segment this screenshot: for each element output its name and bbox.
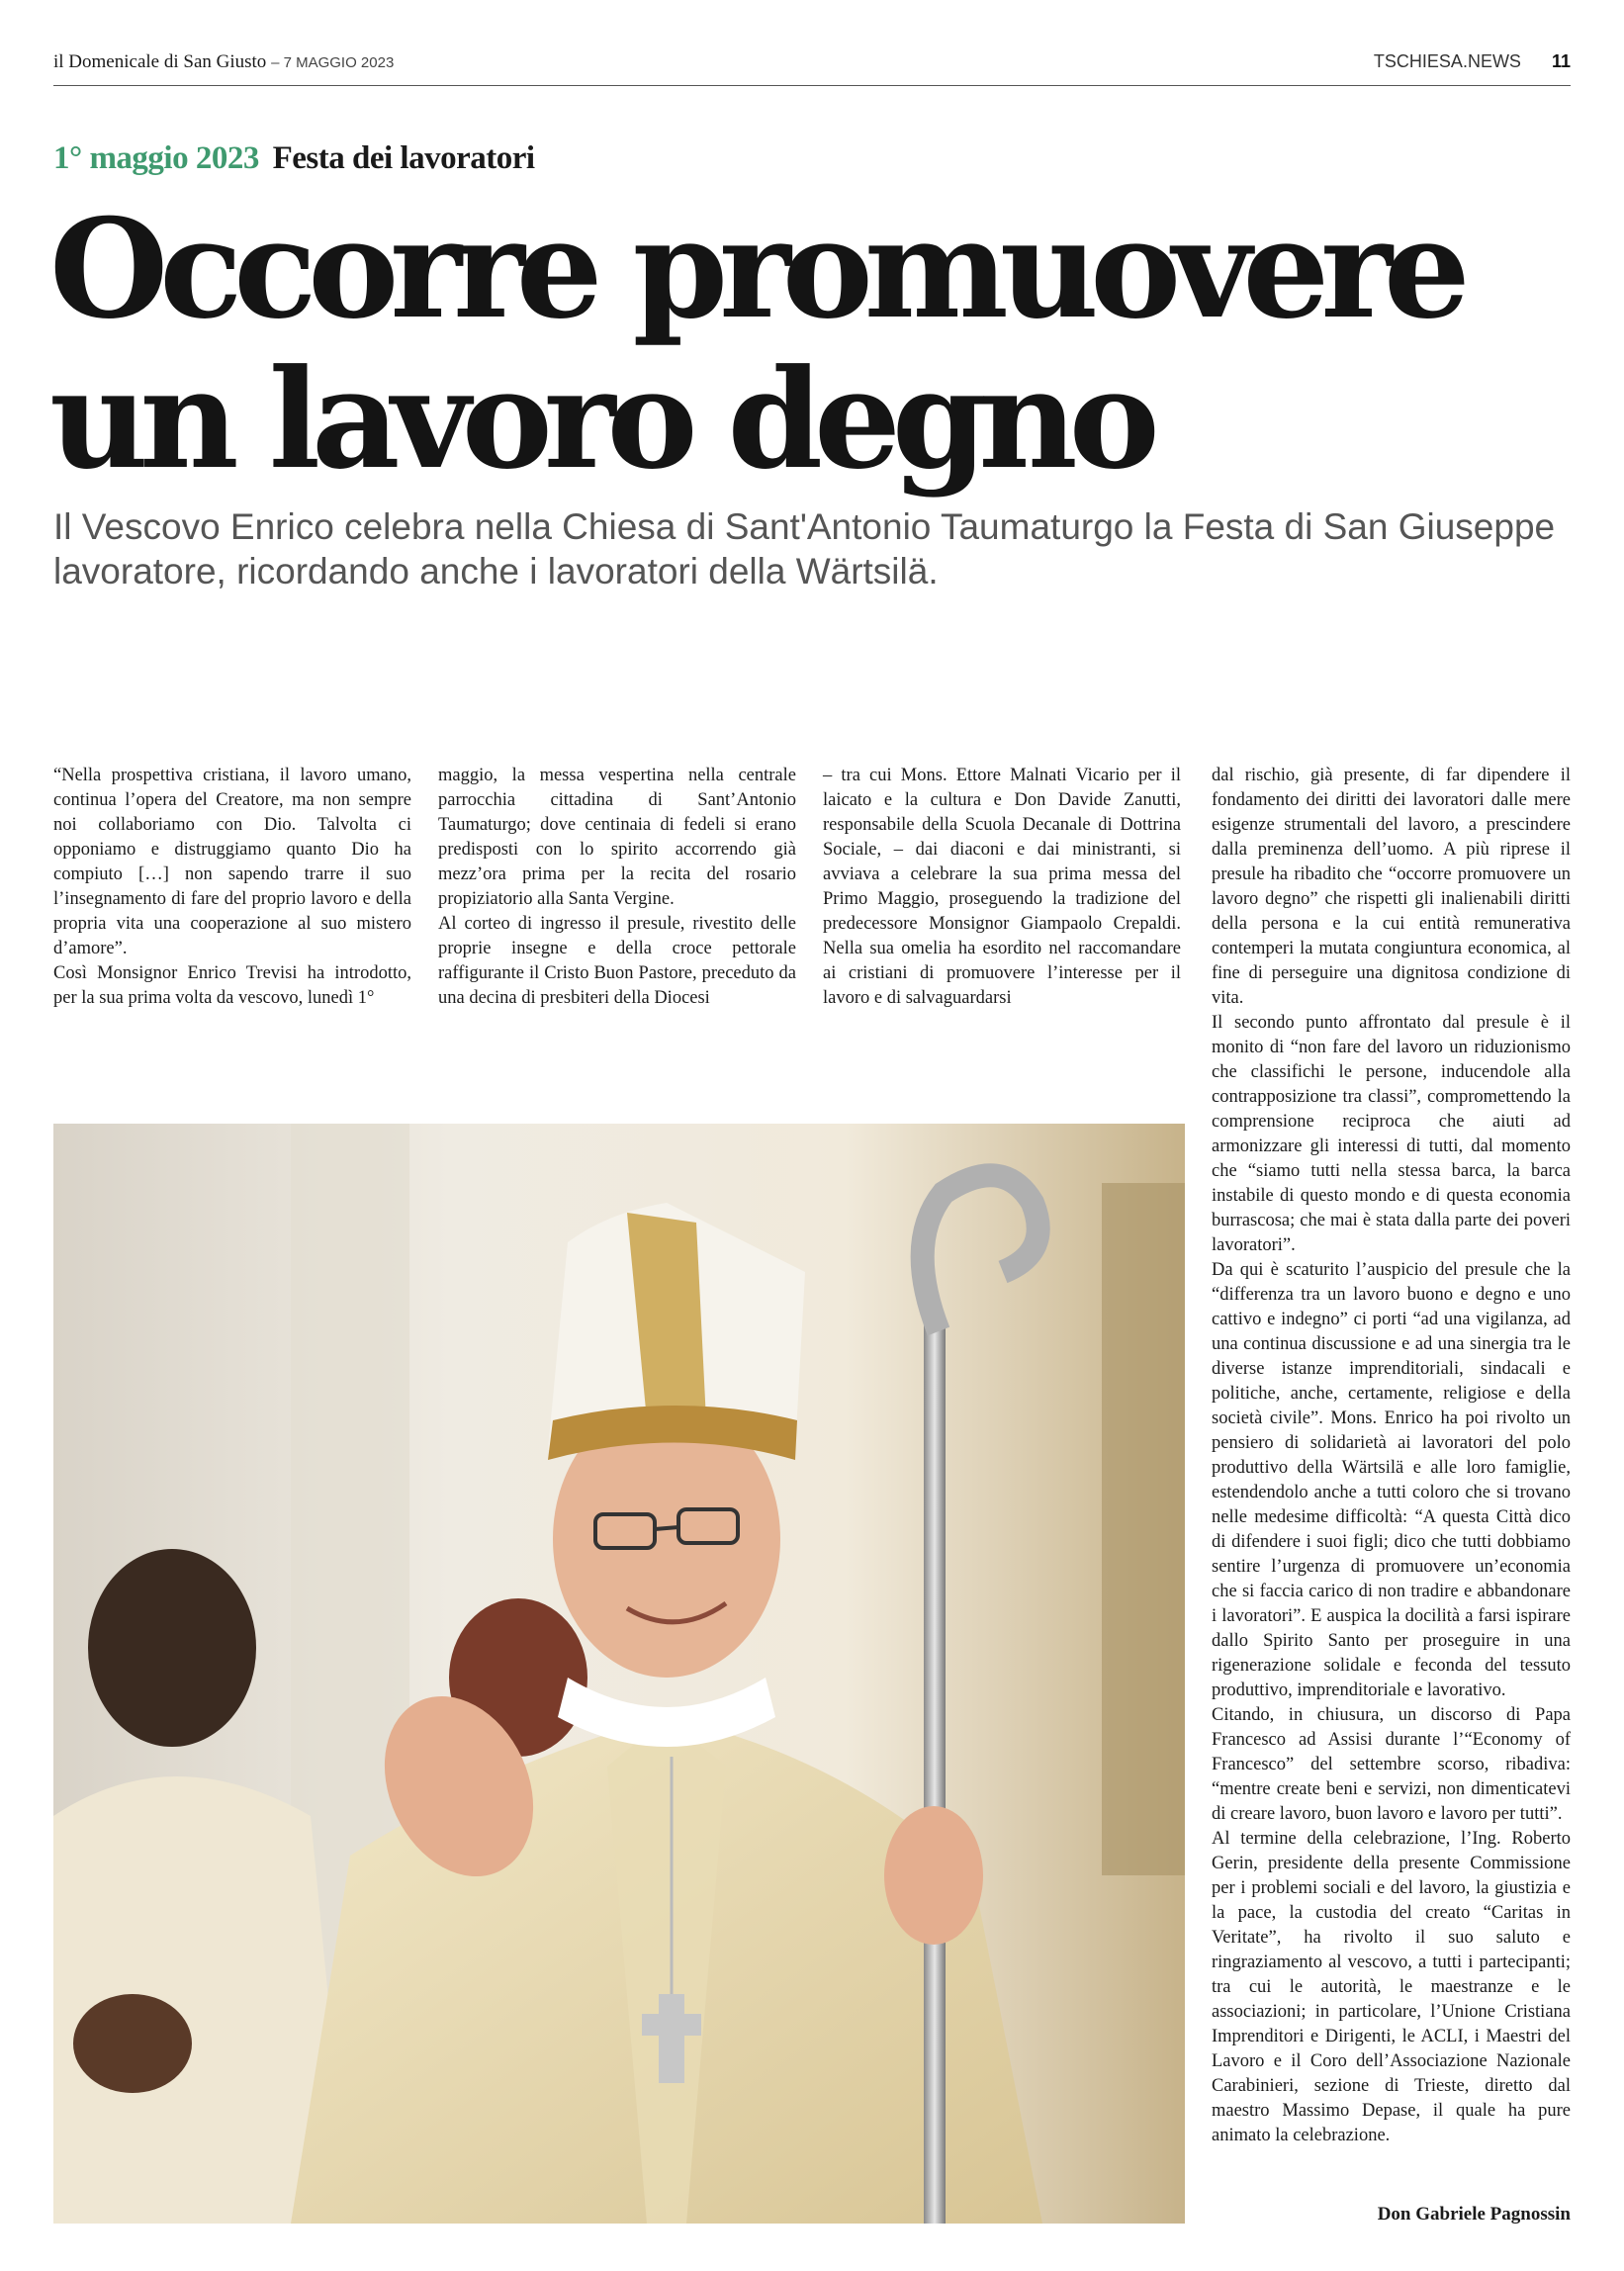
article-column-2	[438, 764, 796, 1011]
headline-line-1: Occorre promuovere	[49, 188, 1462, 349]
page-number: 11	[1551, 51, 1571, 71]
paragraph: Il secondo punto affrontato dal presule è il monito di “non fare del lavoro un riduzionismo che classifichi le persone, inducendole alla contrapposizione tra classi”, compromettendo la comprensione reciproca che aiuti ad armonizzare gli interessi di tutti, dal momento che “siamo tutti nella stessa barca, la barca instabile di questo mondo e di questa economia burrascosa; che mai è stata dalla parte dei poveri lavoratori”.	[1212, 1013, 1571, 1255]
article-column-1	[53, 764, 411, 1011]
paragraph: maggio, la messa vespertina nella centrale parrocchia cittadina di Sant’Antonio Taumaturgo; dove centinaia di fedeli si erano predisposti con lo spirito accorrendo già mezz’ora prima per la recita del rosario propiziatorio alla Santa Vergine.	[438, 766, 796, 909]
paragraph: Così Monsignor Enrico Trevisi ha introdotto, per la sua prima volta da vescovo, lunedì 1°	[53, 963, 411, 1008]
bishop-photo-illustration	[53, 1124, 1185, 2224]
paragraph: Al termine della celebrazione, l’Ing. Roberto Gerin, presidente della presente Commissione per i problemi sociali e del lavoro, la giustizia e la pace, la custodia del creato “Caritas in Veritate”, ha rivolto il suo saluto e ringraziamento al vescovo, a tutti i partecipanti; tra cui le autorità, le maestranze e le associazioni; in particolare, l’Unione Cristiana Imprenditori e Dirigenti, le ACLI, i Maestri del Lavoro e il Coro dell’Associazione Nazionale Carabinieri, sezione di Trieste, diretto dal maestro Massimo Depase, il quale ha pure animato la celebrazione.	[1212, 1829, 1571, 2145]
paragraph: Citando, in chiusura, un discorso di Papa Francesco ad Assisi durante l’“Economy of Francesco” del settembre scorso, ribadiva: “mentre create beni e servizi, non dimenticatevi di creare lavoro, buon lavoro e lavoro per tutti”.	[1212, 1705, 1571, 1824]
byline: Don Gabriele Pagnossin	[1377, 2204, 1571, 2225]
kicker	[53, 140, 535, 177]
bishop-photo	[53, 1124, 1185, 2224]
kicker-date: 1° maggio 2023	[53, 140, 259, 176]
site-link[interactable]: TSCHIESA.NEWS	[1373, 51, 1521, 71]
paragraph: dal rischio, già presente, di far dipendere il fondamento dei diritti dei lavoratori dalle mere esigenze strumentali del lavoro, a prescindere dalla preminenza dell’uomo. A più riprese il presule ha ribadito che “occorre promuovere un lavoro degno” che rispetti gli inalienabili diritti della persona e la cui entità remunerativa contemperi la mutata congiuntura economica, al fine di perseguire una dignitosa condizione di vita.	[1212, 766, 1571, 1008]
site-info	[1374, 51, 1571, 72]
headline	[49, 188, 1592, 500]
article-column-4	[1212, 764, 1571, 2148]
publication-name: il Domenicale di San Giusto	[53, 51, 267, 72]
page-header	[53, 47, 1571, 86]
headline-line-2: un lavoro degno	[49, 338, 1151, 500]
article-column-3	[823, 764, 1181, 1011]
publication-info	[53, 51, 394, 73]
paragraph: Da qui è scaturito l’auspicio del presule che la “differenza tra un lavoro buono e degno e uno cattivo e indegno” ci porti “ad una vigilanza, ad una continua discussione e ad una sinergia tra le diverse istanze imprenditoriali, sindacali e politiche, anche, certamente, religiose e della società civile”. Mons. Enrico ha poi rivolto un pensiero di solidarietà ai lavoratori del polo produttivo della Wärtsilä e alle loro famiglie, estendendolo anche a tutti coloro che si trovano nelle medesime difficoltà: “A questa Città dico di difendere i suoi figli; dico che tutti dobbiamo sentire l’urgenza di promuovere un’economia che si faccia carico di non tradire e abbandonare i lavoratori”. E auspica la docilità a farsi ispirare dallo Spirito Santo per proseguire in una rigenerazione solidale e feconda del tessuto produttivo, imprenditoriale e lavorativo.	[1212, 1260, 1571, 1700]
standfirst: Il Vescovo Enrico celebra nella Chiesa di Sant'Antonio Taumaturgo la Festa di San Giuseppe lavoratore, ricordando anche i lavoratori della Wärtsilä.	[53, 506, 1556, 591]
paragraph: Al corteo di ingresso il presule, rivestito delle proprie insegne e della croce pettorale raffigurante il Cristo Buon Pastore, preceduto da una decina di presbiteri della Diocesi	[438, 914, 796, 1008]
issue-date: – 7 MAGGIO 2023	[271, 54, 395, 71]
paragraph: – tra cui Mons. Ettore Malnati Vicario per il laicato e la cultura e Don Davide Zanutti, responsabile della Scuola Decanale di Dottrina Sociale, – dai diaconi e dai ministranti, si avviava a celebrare la sua prima messa del Primo Maggio, proseguendo la tradizione del predecessore Monsignor Giampaolo Crepaldi. Nella sua omelia ha esordito nel raccomandare ai cristiani di promuovere l’interesse per il lavoro e di salvaguardarsi	[823, 766, 1181, 1008]
kicker-topic: Festa dei lavoratori	[272, 140, 535, 176]
paragraph: “Nella prospettiva cristiana, il lavoro umano, continua l’opera del Creatore, ma non sempre noi collaboriamo con Dio. Talvolta ci opponiamo e distruggiamo quanto Dio ha compiuto […] non sapendo trarre il suo l’insegnamento di fare del proprio lavoro e della propria vita una cooperazione al suo mistero d’amore”.	[53, 766, 411, 958]
